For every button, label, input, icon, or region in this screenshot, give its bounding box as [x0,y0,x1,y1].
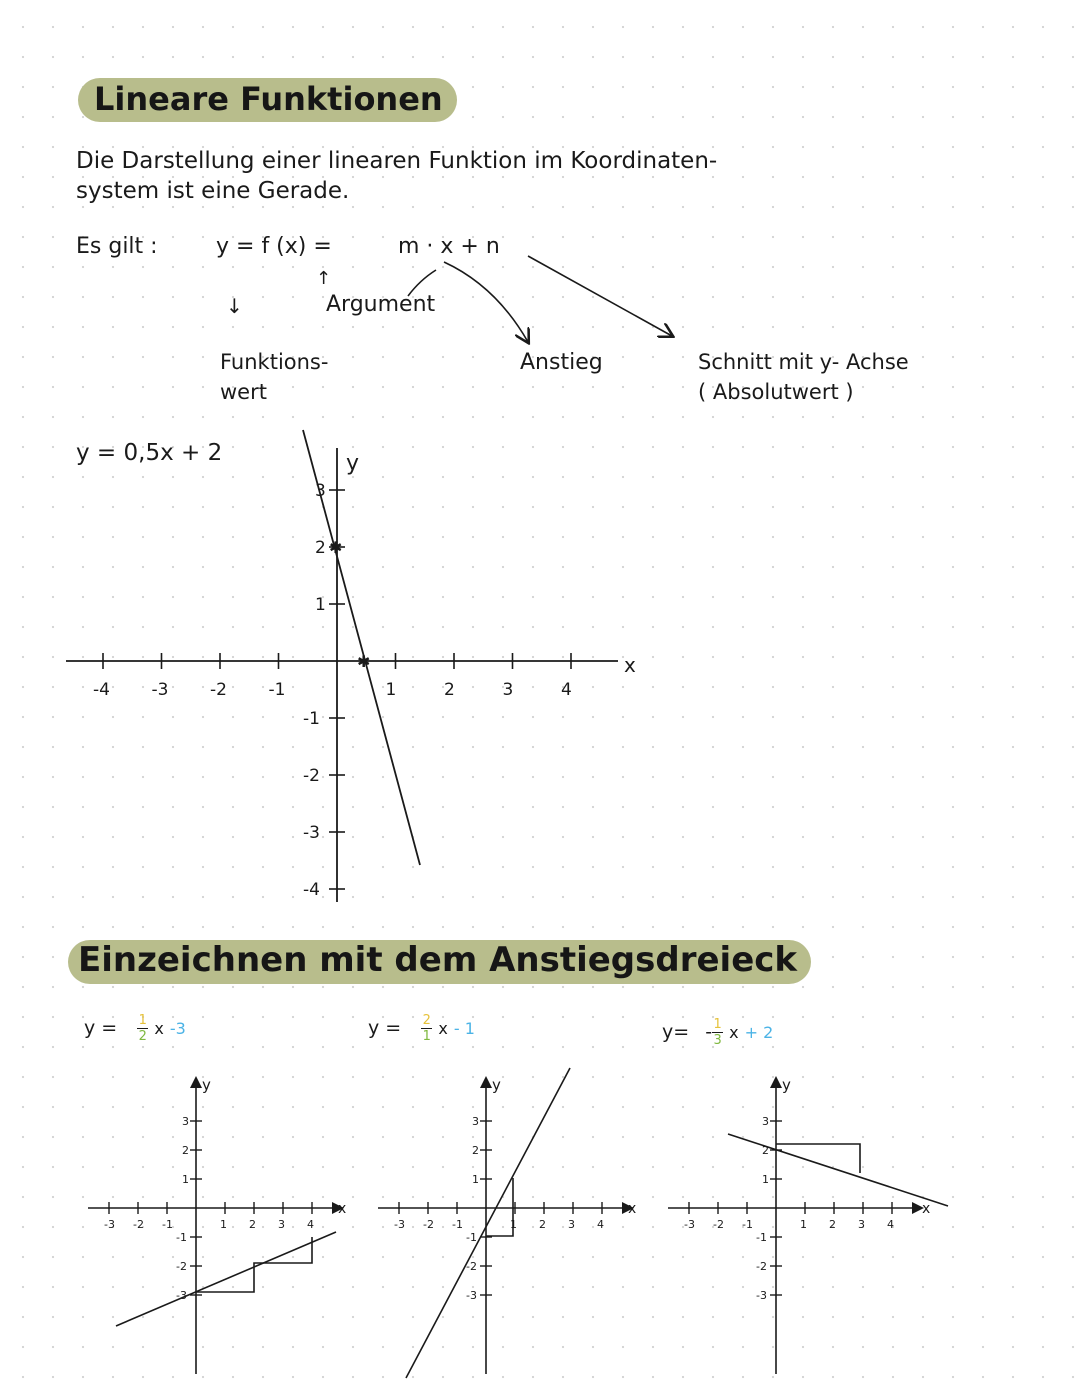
argument-arrow-icon: ↑ [316,268,332,289]
y-tick-label: -2 [466,1260,477,1273]
x-tick-label: 2 [539,1218,546,1231]
argument-curve-arrow [408,270,436,296]
x-tick-label: -2 [133,1218,144,1231]
x-tick-label: 1 [385,680,397,700]
anstieg-label: Anstieg [520,350,603,375]
y-tick-label: 1 [472,1173,479,1186]
x-axis-label: x [922,1201,931,1217]
x-axis-label: x [628,1201,637,1217]
y-axis-arrow-icon [480,1076,492,1088]
page-title: Lineare Funktionen [78,78,457,122]
x-tick-label: -1 [742,1218,753,1231]
y-tick-label: -2 [176,1260,187,1273]
x-tick-label: 4 [597,1218,604,1231]
schnitt-line-2: ( Absolutwert ) [698,380,854,404]
x-tick-label: 3 [278,1218,285,1231]
formula-rhs: m · x + n [398,234,500,259]
y-tick-label: 1 [762,1173,769,1186]
y-tick-label: 3 [182,1115,189,1128]
y-tick-label: 2 [472,1144,479,1157]
x-tick-label: 1 [510,1218,517,1231]
x-tick-label: 4 [307,1218,314,1231]
function-line [116,1232,336,1326]
x-tick-label: -1 [452,1218,463,1231]
slope-triangle [776,1144,860,1173]
x-tick-label: 4 [887,1218,894,1231]
graph-2-equation: y = $\frac{2}{1}$ x - 1 [368,1013,475,1044]
formula-lhs: y = f (x) = [216,234,332,259]
x-tick-label: -3 [394,1218,405,1231]
y-axis-label: y [346,451,360,476]
x-tick-label: -3 [151,680,169,700]
argument-label: Argument [326,292,436,317]
es-gilt-label: Es gilt : [76,234,158,259]
funktionswert-line-2: wert [220,380,267,404]
y-tick-label: 1 [315,595,326,615]
x-tick-label: 1 [220,1218,227,1231]
x-tick-label: 4 [561,680,572,700]
root-marker: ✱ [357,652,371,671]
y-tick-label: -2 [756,1260,767,1273]
y-tick-label: -2 [303,766,320,786]
funktionswert-line-1: Funktions- [220,350,329,374]
graph-3 [660,1060,960,1390]
y-axis-label: y [492,1076,501,1094]
y-axis-arrow-icon [190,1076,202,1088]
y-tick-label: 2 [182,1144,189,1157]
anstieg-arrow [444,262,528,342]
formula-arrows [0,0,1080,420]
main-coordinate-system [0,420,680,920]
function-line [728,1134,948,1206]
graph-3-equation: y= - $\frac{1}{3}$ x + 2 [662,1017,774,1048]
schnitt-line-1: Schnitt mit y- Achse [698,350,909,374]
example-equation: y = 0,5x + 2 [76,440,223,466]
intercept-marker: ✱ [329,538,343,557]
y-axis-label: y [782,1076,791,1094]
y-tick-label: 2 [762,1144,769,1157]
y-tick-label: -1 [756,1231,767,1244]
y-tick-label: -1 [466,1231,477,1244]
y-tick-label: -3 [176,1289,187,1302]
x-tick-label: -1 [268,680,286,700]
y-tick-label: -3 [466,1289,477,1302]
x-tick-label: -2 [210,680,227,700]
y-tick-label: 3 [315,481,326,501]
graph-1 [80,1060,370,1390]
y-tick-label: -3 [756,1289,767,1302]
graph-1-equation: y = $\frac{1}{2}$ x -3 [84,1013,186,1044]
y-tick-label: 3 [472,1115,479,1128]
y-tick-label: -1 [303,709,320,729]
y-tick-label: -4 [303,880,320,900]
x-tick-label: 3 [858,1218,865,1231]
graph-2 [370,1060,660,1390]
x-tick-label: 2 [249,1218,256,1231]
x-tick-label: 3 [502,680,514,700]
x-tick-label: -2 [423,1218,434,1231]
section-title: Einzeichnen mit dem Anstiegsdreieck [68,940,811,984]
down-arrow-icon: ↓ [226,294,243,318]
y-tick-label: 3 [762,1115,769,1128]
x-tick-label: 2 [444,680,455,700]
y-axis-label: y [202,1076,211,1094]
slope-triangle [486,1178,513,1236]
intro-line-2: system ist eine Gerade. [76,178,350,204]
x-axis-label: x [338,1201,347,1217]
x-tick-label: 3 [568,1218,575,1231]
x-tick-label: -2 [713,1218,724,1231]
x-axis-label: x [624,653,636,677]
x-tick-label: -3 [684,1218,695,1231]
x-tick-label: -4 [93,680,110,700]
schnitt-arrow [528,256,672,336]
y-axis-arrow-icon [770,1076,782,1088]
y-tick-label: 1 [182,1173,189,1186]
y-tick-label: -1 [176,1231,187,1244]
x-tick-label: -3 [104,1218,115,1231]
y-tick-label: -3 [303,823,320,843]
intro-line-1: Die Darstellung einer linearen Funktion im Koordinaten- [76,148,718,174]
x-tick-label: 2 [829,1218,836,1231]
x-tick-label: -1 [162,1218,173,1231]
x-tick-label: 1 [800,1218,807,1231]
y-tick-label: 2 [315,538,326,558]
